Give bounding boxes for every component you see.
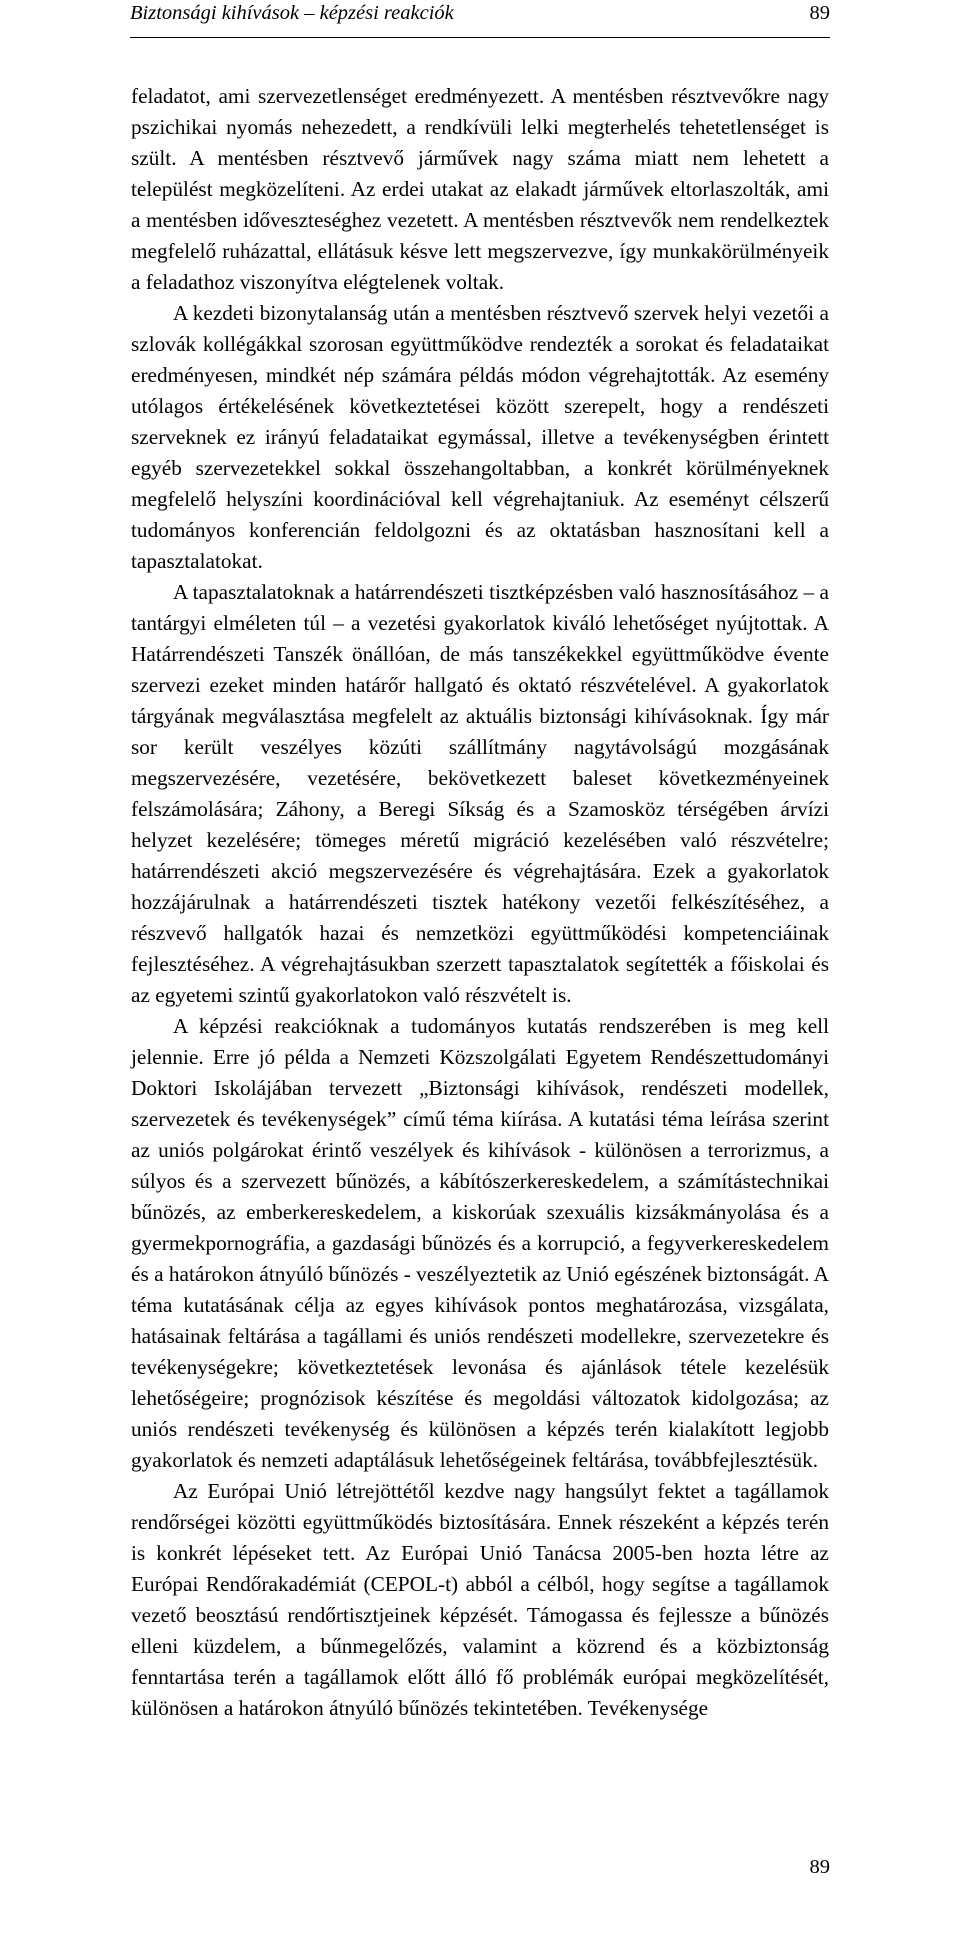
paragraph-continuation: feladatot, ami szervezetlenséget eredményezett. A mentésben résztvevőkre nagy pszichikai nyomás nehezedett, a rendkívüli lelki megterhelés tehetetlenséget is szült. A mentésben résztvevő járművek nagy száma miatt nem lehetett a települést megközelíteni. Az erdei utakat az elakadt járművek eltorlaszolták, ami a mentésben időveszteséghez vezetett. A mentésben résztvevők nem rendelkeztek megfelelő ruházattal, ellátásuk késve lett megszervezve, így munkakörülményeik a feladathoz viszonyítva elégtelenek voltak. bbox=[131, 84, 829, 294]
running-title: Biztonsági kihívások – képzési reakciók bbox=[130, 2, 454, 24]
paragraph: Az Európai Unió létrejöttétől kezdve nagy hangsúlyt fektet a tagállamok rendőrségei közötti együttműködés biztosítására. Ennek részeként a képzés terén is konkrét lépéseket tett. Az Európai Unió Tanácsa 2005-ben hozta létre az Európai Rendőrakadémiát (CEPOL-t) abból a célból, hogy segítse a tagállamok vezető beosztású rendőrtisztjeinek képzését. Támogassa és fejlessze a bűnözés elleni küzdelem, a bűnmegelőzés, valamint a közrend és a közbiztonság fenntartása terén a tagállamok előtt álló fő problémák európai megközelítését, különösen a határokon átnyúló bűnözés tekintetében. Tevékenysége bbox=[131, 1479, 829, 1720]
paragraph: A tapasztalatoknak a határrendészeti tisztképzésben való hasznosításához – a tantárgyi elméleten túl – a vezetési gyakorlatok kiváló lehetőséget nyújtottak. A Határrendészeti Tanszék önállóan, de más tanszékekkel együttműködve évente szervezi ezeket minden határőr hallgató és oktató részvételével. A gyakorlatok tárgyának megválasztása megfelelt az aktuális biztonsági kihívásoknak. Így már sor került veszélyes közúti szállítmány nagytávolságú mozgásának megszervezésére, vezetésére, bekövetkezett baleset következményeinek felszámolására; Záhony, a Beregi Síkság és a Szamosköz térségében árvízi helyzet kezelésére; tömeges méretű migráció kezelésében való részvételre; határrendészeti akció megszervezésére és végrehajtására. Ezek a gyakorlatok hozzájárulnak a határrendészeti tisztek hatékony vezetői felkészítéséhez, a részvevő hallgatók hazai és nemzetközi együttműködési kompetenciáinak fejlesztéséhez. A végrehajtásukban szerzett tapasztalatok segítették a főiskolai és az egyetemi szintű gyakorlatokon való részvételt is. bbox=[131, 580, 829, 1007]
header-page-number: 89 bbox=[809, 2, 830, 24]
paragraph: A képzési reakcióknak a tudományos kutatás rendszerében is meg kell jelennie. Erre jó példa a Nemzeti Közszolgálati Egyetem Rendészettudományi Doktori Iskolájában tervezett „Biztonsági kihívások, rendészeti modellek, szervezetek és tevékenységek” című téma kiírása. A kutatási téma leírása szerint az uniós polgárokat érintő veszélyek és kihívások - különösen a terrorizmus, a súlyos és a szervezett bűnözés, a kábítószerkereskedelem, a számítástechnikai bűnözés, az emberkereskedelem, a kiskorúak szexuális kizsákmányolása és a gyermekpornográfia, a gazdasági bűnözés és a korrupció, a fegyverkereskedelem és a határokon átnyúló bűnözés - veszélyeztetik az Unió egészének biztonságát. A téma kutatásának célja az egyes kihívások pontos meghatározása, vizsgálata, hatásainak feltárása a tagállami és uniós rendészeti modellekre, szervezetekre és tevékenységekre; következtetések levonása és ajánlások tétele kezelésük lehetőségeire; prognózisok készítése és megoldási változatok kidolgozása; az uniós rendészeti tevékenység és különösen a képzés terén kialakított legjobb gyakorlatok és nemzeti adaptálásuk lehetőségeinek feltárása, továbbfejlesztésük. bbox=[131, 1014, 829, 1472]
header-rule bbox=[130, 37, 830, 38]
running-header bbox=[0, 0, 960, 40]
paragraph: A kezdeti bizonytalanság után a mentésben résztvevő szervek helyi vezetői a szlovák kollégákkal szorosan együttműködve rendezték a sorokat és feladataikat eredményesen, mindkét nép számára példás módon végrehajtották. Az esemény utólagos értékelésének következtetései között szerepelt, hogy a rendészeti szerveknek ez irányú feladataikat egymással, illetve a tevékenységben érintett egyéb szervezetekkel sokkal összehangoltabban, a konkrét körülményeknek megfelelő helyszíni koordinációval kell végrehajtaniuk. Az eseményt célszerű tudományos konferencián feldolgozni és az oktatásban hasznosítani kell a tapasztalatokat. bbox=[131, 301, 829, 573]
footer-page-number: 89 bbox=[809, 1856, 830, 1878]
body-text bbox=[131, 81, 829, 1724]
